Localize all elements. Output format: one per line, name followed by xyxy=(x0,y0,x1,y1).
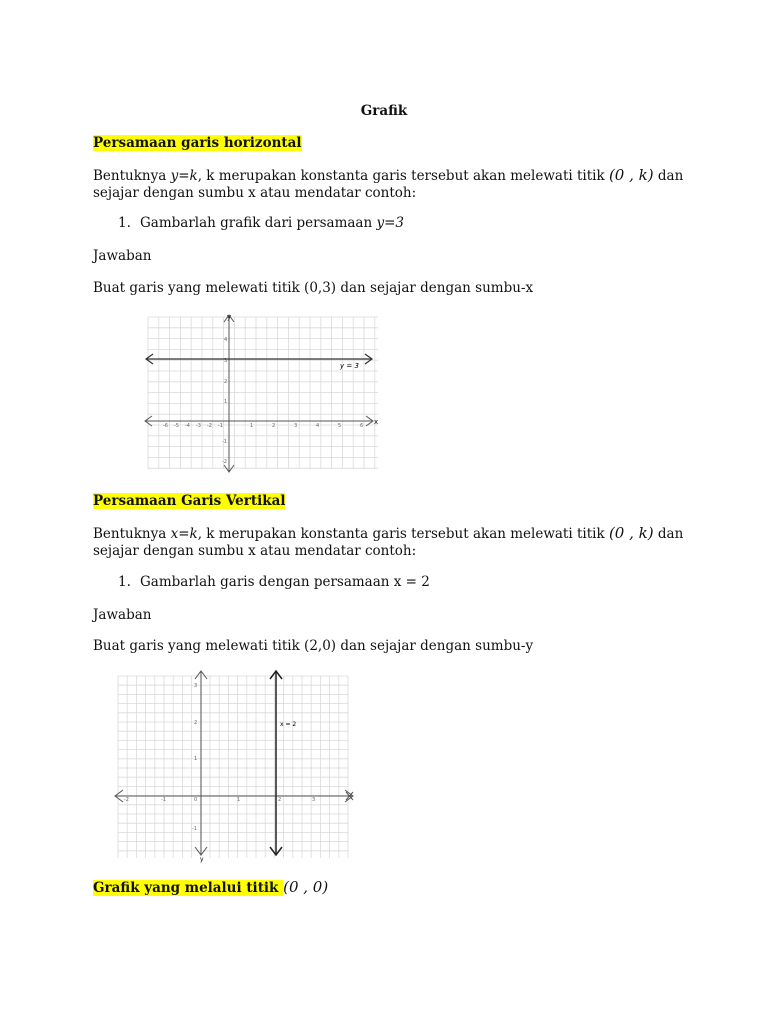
y-tick-label: 1 xyxy=(224,399,228,405)
page-title: Grafik xyxy=(360,103,408,119)
equation: y=k xyxy=(170,168,198,184)
x-tick-label: 3 xyxy=(294,423,298,429)
y-tick-label: 2 xyxy=(194,720,198,726)
y-axis-label: y xyxy=(227,313,232,321)
x-tick-label: -1 xyxy=(161,797,166,803)
intro-text: dan xyxy=(653,526,684,542)
section-heading-vertical xyxy=(93,492,285,510)
intro-text: , k merupakan konstanta garis tersebut akan melewati titik xyxy=(197,526,609,542)
point-notation: (0 , 0) xyxy=(283,878,329,896)
x-axis-label: x xyxy=(374,418,379,426)
list-text: Gambarlah garis dengan persamaan x = 2 xyxy=(140,574,430,590)
intro-text: , k merupakan konstanta garis tersebut akan melewati titik xyxy=(197,168,609,184)
x-tick-label: -3 xyxy=(196,423,201,429)
intro-text: Bentuknya xyxy=(93,168,171,184)
intro-paragraph-line2: sejajar dengan sumbu x atau mendatar contoh: xyxy=(93,543,417,559)
list-text-content: Gambarlah grafik dari persamaan xyxy=(140,215,377,231)
x-tick-label: -2 xyxy=(207,423,212,429)
y-tick-label: 2 xyxy=(224,379,228,385)
section-heading-horizontal xyxy=(93,134,302,152)
x-tick-label: 0 xyxy=(194,797,198,803)
line-label: x = 2 xyxy=(280,721,297,728)
y-tick-label: 3 xyxy=(194,683,198,689)
answer-text: Buat garis yang melewati titik (2,0) dan sejajar dengan sumbu-y xyxy=(93,638,534,654)
y-tick-label: 1 xyxy=(194,756,198,762)
list-number: 1. xyxy=(118,574,131,590)
x-tick-label: 2 xyxy=(278,797,282,803)
x-tick-label: -5 xyxy=(174,423,179,429)
intro-paragraph-line2: sejajar dengan sumbu x atau mendatar contoh: xyxy=(93,185,417,201)
x-tick-label: -2 xyxy=(124,797,129,803)
point-notation: (0 , k) xyxy=(608,524,654,542)
intro-paragraph-horizontal xyxy=(93,166,683,185)
x-tick-label: 3 xyxy=(312,797,316,803)
y-tick-label: -1 xyxy=(222,439,227,445)
intro-text: Bentuknya xyxy=(93,526,171,542)
y-tick-label: -2 xyxy=(222,459,227,465)
answer-label: Jawaban xyxy=(93,248,152,264)
x-tick-label: 1 xyxy=(237,797,241,803)
x-tick-label: 2 xyxy=(272,423,276,429)
intro-text: dan xyxy=(653,168,684,184)
vertical-line-graph xyxy=(112,668,364,864)
answer-text: Buat garis yang melewati titik (0,3) dan sejajar dengan sumbu-x xyxy=(93,280,534,296)
equation: x=k xyxy=(170,526,198,542)
x-tick-label: 4 xyxy=(316,423,320,429)
section-heading-origin xyxy=(93,878,328,897)
answer-label: Jawaban xyxy=(93,607,152,623)
equation: y=3 xyxy=(376,215,404,231)
point-notation: (0 , k) xyxy=(608,166,654,184)
x-tick-label: 1 xyxy=(250,423,254,429)
heading-highlight: Persamaan garis horizontal xyxy=(93,135,302,151)
list-text xyxy=(140,215,404,231)
heading-highlight: Grafik yang melalui titik xyxy=(93,880,284,896)
x-tick-label: -6 xyxy=(163,423,168,429)
horizontal-line-graph xyxy=(140,311,388,475)
x-tick-label: 5 xyxy=(338,423,342,429)
intro-paragraph-vertical xyxy=(93,524,683,543)
x-tick-label: -1 xyxy=(218,423,223,429)
y-tick-label: -1 xyxy=(192,826,197,832)
heading-highlight: Persamaan Garis Vertikal xyxy=(93,493,286,509)
y-tick-label: 3 xyxy=(224,358,228,364)
x-tick-label: -4 xyxy=(185,423,190,429)
line-label: y = 3 xyxy=(340,362,359,370)
list-number: 1. xyxy=(118,215,131,231)
x-tick-label: 6 xyxy=(360,423,364,429)
y-axis-label: y xyxy=(200,856,204,863)
y-tick-label: 4 xyxy=(224,337,228,343)
